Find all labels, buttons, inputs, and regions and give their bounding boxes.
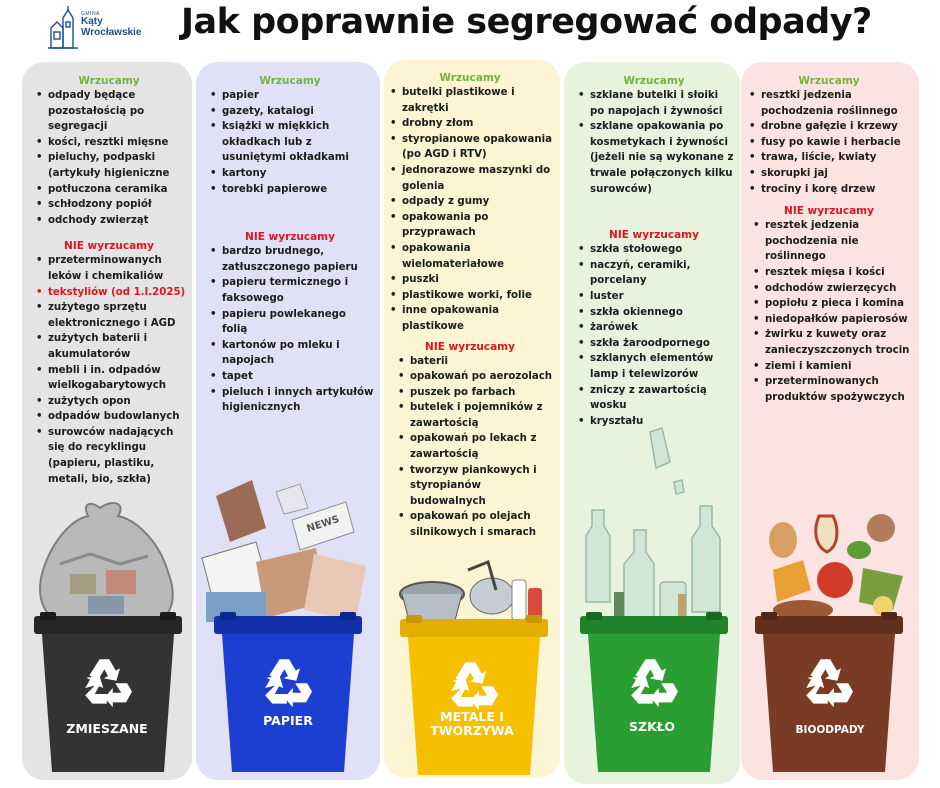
list-item: • kryształu [574, 414, 734, 430]
list-item: • zużytego sprzętu elektronicznego i AGD [32, 300, 186, 331]
list-item: • szklanych elementów lamp i telewizorów [574, 351, 734, 382]
page-title: Jak poprawnie segregować odpady? [181, 2, 872, 42]
list-item: • trawa, liście, kwiaty [745, 150, 913, 166]
yes-heading: Wrzucamy [259, 75, 321, 87]
list-item: • puszki [386, 272, 554, 288]
no-list [206, 244, 374, 416]
column-paper [196, 62, 380, 780]
list-item: • szklane butelki i słoiki po napojach i żywności [574, 88, 734, 119]
list-item: • kartony [206, 166, 374, 182]
list-item-highlight: • tekstyliów (od 1.I.2025) [32, 285, 186, 301]
list-item: • kości, resztki mięsne [32, 135, 186, 151]
list-item: • potłuczona ceramika [32, 182, 186, 198]
list-item: • zniczy z zawartością wosku [574, 383, 734, 414]
yes-list [745, 88, 913, 197]
list-item: • puszek po farbach [394, 385, 554, 401]
paper-bin [214, 612, 362, 778]
list-item: • opakowania wielomateriałowe [386, 241, 554, 272]
list-item: • kartonów po mleku i napojach [206, 338, 374, 369]
list-item: • książki w miękkich okładkach lub z usuniętymi okładkami [206, 119, 374, 166]
list-item: • surowców nadających się do recyklingu (papieru, plastiku, metali, bio, szkła) [32, 425, 186, 487]
bio-waste-illustration [763, 510, 913, 620]
list-item: • plastikowe worki, folie [386, 288, 554, 304]
list-item: • zużytych opon [32, 394, 186, 410]
list-item: • naczyń, ceramiki, porcelany [574, 258, 734, 289]
column-bio [741, 62, 919, 780]
metal-plastic-bin [400, 615, 548, 778]
no-list [574, 242, 734, 429]
list-item: • szkła żaroodpornego [574, 336, 734, 352]
list-item: • schłodzony popiół [32, 197, 186, 213]
trash-bag-illustration [30, 494, 180, 624]
yes-heading: Wrzucamy [78, 75, 140, 87]
yes-heading: Wrzucamy [439, 72, 501, 84]
list-item: • odchodów zwierzęcych [749, 281, 913, 297]
yes-list [574, 88, 734, 197]
bin-label: PAPIER [263, 713, 313, 728]
list-item: • przeterminowanych leków i chemikaliów [32, 253, 186, 284]
list-item: • odpady z gumy [386, 194, 554, 210]
bin-label: SZKŁO [629, 719, 675, 734]
yes-list [386, 85, 554, 335]
yes-list [206, 88, 374, 197]
bin-label: BIOODPADY [795, 724, 865, 736]
list-item: • torebki papierowe [206, 182, 374, 198]
list-item: • opakowań po aerozolach [394, 369, 554, 385]
list-item: • drobny złom [386, 116, 554, 132]
list-item: • trociny i korę drzew [745, 182, 913, 198]
yes-heading: Wrzucamy [798, 75, 860, 87]
list-item: • fusy po kawie i herbacie [745, 135, 913, 151]
list-item: • opakowań po olejach silnikowych i smarach [394, 509, 554, 540]
list-item: • żwirku z kuwety oraz zanieczyszczonych trocin [749, 327, 913, 358]
list-item: • skorupki jaj [745, 166, 913, 182]
list-item: • pieluchy, podpaski (artykuły higieniczne [32, 150, 186, 181]
bin-label-line-2: TWORZYWA [430, 723, 514, 739]
list-item: • baterii [394, 354, 554, 370]
list-item: • papieru powlekanego folią [206, 307, 374, 338]
yes-list [32, 88, 186, 228]
logo-line-1: Kąty [81, 16, 103, 28]
list-item: • mebli i in. odpadów wielkogabarytowych [32, 363, 186, 394]
list-item: • pieluch i innych artykułów higienicznych [206, 385, 374, 416]
no-list [32, 253, 186, 487]
list-item: • styropianowe opakowania (po AGD i RTV) [386, 132, 554, 163]
list-item: • żarówek [574, 320, 734, 336]
list-item: • opakowania po przyprawach [386, 210, 554, 241]
list-item: • bardzo brudnego, zatłuszczonego papieru [206, 244, 374, 275]
no-heading: NIE wyrzucamy [784, 205, 874, 218]
list-item: • butelek i pojemników z zawartością [394, 400, 554, 431]
list-item: • papier [206, 88, 374, 104]
list-item: • zużytych baterii i akumulatorów [32, 331, 186, 362]
list-item: • przeterminowanych produktów spożywczych [749, 374, 913, 405]
list-item: • tworzyw piankowych i styropianów budowalnych [394, 463, 554, 510]
list-item: • odpady będące pozostałością po segregacji [32, 88, 186, 135]
no-list [745, 218, 913, 405]
bio-waste-bin [755, 612, 903, 778]
mixed-waste-bin [34, 612, 182, 778]
list-item: • butelki plastikowe i zakrętki [386, 85, 554, 116]
bin-label: ZMIESZANE [66, 721, 148, 736]
column-mixed [22, 62, 192, 780]
list-item: • resztek jedzenia pochodzenia nie roślinnego [749, 218, 913, 265]
list-item: • szkła stołowego [574, 242, 734, 258]
list-item: • szklane opakowania po kosmetykach i żywności (jeżeli nie są wykonane z trwale połączonych kilku surowców) [574, 119, 734, 197]
town-hall-icon [48, 6, 78, 50]
list-item: • resztki jedzenia pochodzenia roślinnego [745, 88, 913, 119]
logo-small-text: GMINA [81, 11, 100, 17]
list-item: • inne opakowania plastikowe [386, 303, 554, 334]
list-item: • tapet [206, 369, 374, 385]
no-heading: NIE wyrzucamy [245, 231, 335, 244]
no-list [386, 354, 554, 541]
list-item: • luster [574, 289, 734, 305]
no-heading: NIE wyrzucamy [64, 240, 154, 253]
list-item: • ziemi i kamieni [749, 359, 913, 375]
list-item: • odchody zwierząt [32, 213, 186, 229]
news-label: NEWS [305, 514, 341, 535]
list-item: • popiołu z pieca i komina [749, 296, 913, 312]
bin-label-line-1: METALE I [440, 709, 504, 724]
list-item: • drobne gałęzie i krzewy [745, 119, 913, 135]
list-item: • gazety, katalogi [206, 104, 374, 120]
list-item: • szkła okiennego [574, 305, 734, 321]
no-heading: NIE wyrzucamy [425, 340, 515, 353]
glass-bottles-illustration [574, 422, 734, 622]
list-item: • niedopałków papierosów [749, 312, 913, 328]
list-item: • resztek mięsa i kości [749, 265, 913, 281]
paper-pile-illustration [196, 472, 380, 632]
no-heading: NIE wyrzucamy [609, 229, 699, 242]
list-item: • papieru termicznego i faksowego [206, 275, 374, 306]
glass-bin [580, 612, 728, 778]
column-glass [564, 62, 740, 784]
yes-heading: Wrzucamy [623, 75, 685, 87]
column-metal-plastic [384, 60, 560, 778]
list-item: • odpadów budowlanych [32, 409, 186, 425]
list-item: • opakowań po lekach z zawartością [394, 431, 554, 462]
list-item: • jednorazowe maszynki do golenia [386, 163, 554, 194]
municipality-logo [48, 6, 166, 50]
logo-line-2: Wrocławskie [81, 26, 142, 38]
